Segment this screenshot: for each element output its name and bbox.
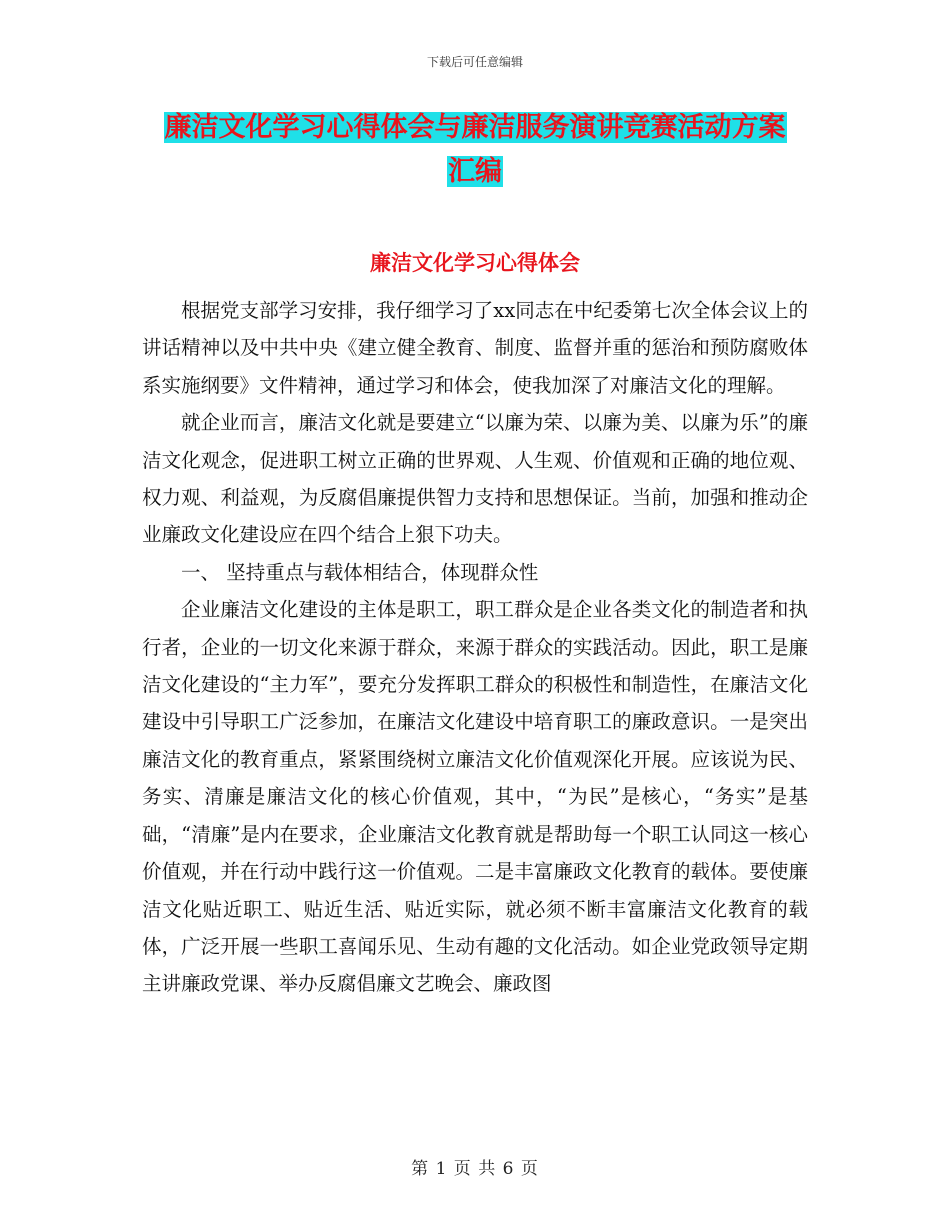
document-body (142, 292, 808, 1003)
page-number-footer: 第 1 页 共 6 页 (411, 1159, 539, 1179)
paragraph-3-subheading: 一、 坚持重点与载体相结合，体现群众性 (181, 560, 539, 584)
paragraph-4: 企业廉洁文化建设的主体是职工，职工群众是企业各类文化的制造者和执行者，企业的一切文化来源于群众，来源于群众的实践活动。因此，职工是廉洁文化建设的“主力军”，要充分发挥职工群众的积极性和制造性，在廉洁文化建设中引导职工广泛参加，在廉洁文化建设中培育职工的廉政意识。一是突出廉洁文化的教育重点，紧紧围绕树立廉洁文化价值观深化开展。应该说为民、务实、清廉是廉洁文化的核心价值观，其中，“为民”是核心，“务实”是基础，“清廉”是内在要求，企业廉洁文化教育就是帮助每一个职工认同这一核心价值观，并在行动中践行这一价值观。二是丰富廉政文化教育的载体。要使廉洁文化贴近职工、贴近生活、贴近实际，就必须不断丰富廉洁文化教育的载体，广泛开展一些职工喜闻乐见、生动有趣的文化活动。如企业党政领导定期主讲廉政党课、举办反腐倡廉文艺晚会、廉政图 (142, 598, 808, 996)
document-title-line-2 (0, 154, 950, 190)
document-title-text-2: 汇编 (448, 156, 502, 187)
paragraph-1: 根据党支部学习安排，我仔细学习了xx同志在中纪委第七次全体会议上的讲话精神以及中共中央《建立健全教育、制度、监督并重的惩治和预防腐败体系实施纲要》文件精神，通过学习和体会，使我加深了对廉洁文化的理解。 (142, 299, 808, 397)
header-note: 下载后可任意编辑 (426, 55, 523, 69)
document-title-text-1: 廉洁文化学习心得体会与廉洁服务演讲竞赛活动方案 (164, 112, 786, 143)
document-title-line-1 (0, 110, 950, 146)
paragraph-2: 就企业而言，廉洁文化就是要建立“以廉为荣、以廉为美、以廉为乐”的廉洁文化观念，促进职工树立正确的世界观、人生观、价值观和正确的地位观、权力观、利益观，为反腐倡廉提供智力支持和思想保证。当前，加强和推动企业廉政文化建设应在四个结合上狠下功夫。 (142, 411, 808, 547)
section-heading: 廉洁文化学习心得体会 (370, 251, 580, 275)
